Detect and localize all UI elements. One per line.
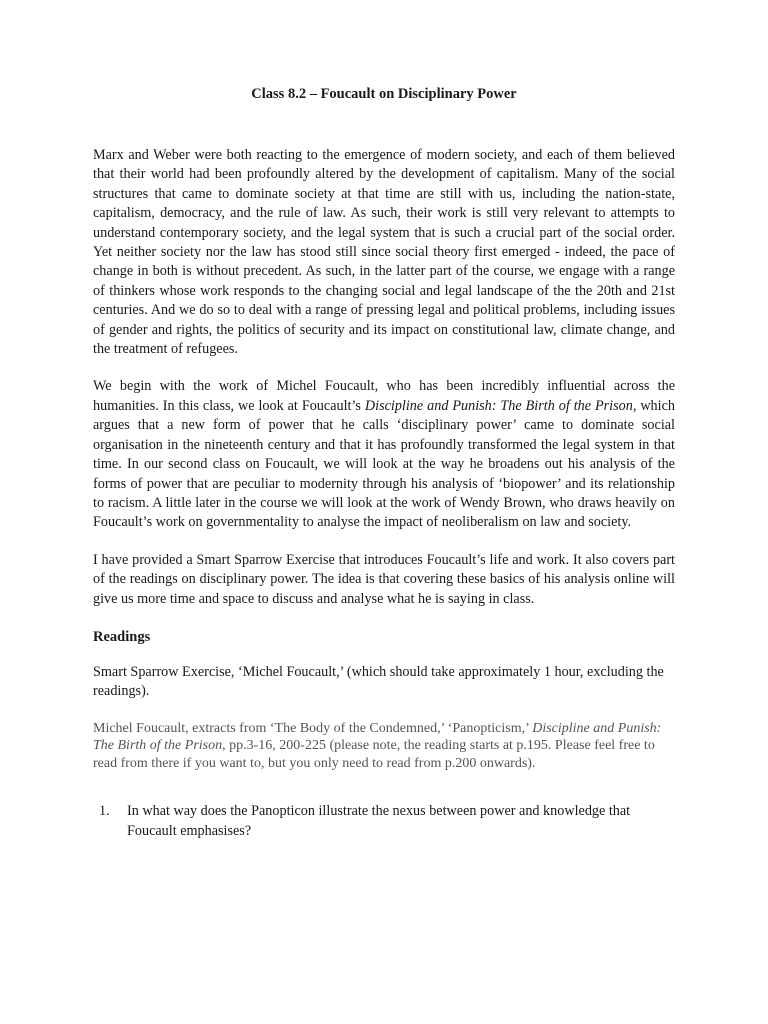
reading-foucault-extracts (93, 720, 675, 773)
reading-book-title: Discipline and Punish: The Birth of the Prison (93, 720, 662, 754)
paragraph-foucault-part1: We begin with the work of Michel Foucault, who has been incredibly influential across the humanities. In this class, we look at Foucault’s (93, 378, 675, 414)
question-number: 1. (99, 803, 110, 820)
readings-heading: Readings (93, 628, 151, 645)
reading-foucault-part1: Michel Foucault, extracts from ‘The Body of the Condemned,’ ‘Panopticism,’ (93, 720, 533, 736)
question-text: In what way does the Panopticon illustrate the nexus between power and knowledge that Foucault emphasises? (127, 803, 631, 839)
document-page (93, 84, 675, 841)
paragraph-foucault-part2: , which argues that a new form of power that he calls ‘disciplinary power’ came to dominate social organisation in the nineteenth century and that it has profoundly transformed the legal system in that time. In our second class on Foucault, we will look at the way he broadens out his analysis of the forms of power that are peculiar to modernity through his analysis of ‘biopower’ and its relationship to racism. A little later in the course we will look at the work of Wendy Brown, who draws heavily on Foucault’s work on governmentality to analyse the impact of neoliberalism on law and society. (93, 397, 675, 531)
reading-foucault-part2: , pp.3-16, 200-225 (please note, the reading starts at p.195. Please feel free to read from there if you want to, but you only need to read from p.200 onwards). (93, 738, 655, 771)
reading-smart-sparrow: Smart Sparrow Exercise, ‘Michel Foucault,’ (which should take approximately 1 hour, excluding the readings). (93, 663, 664, 700)
paragraph-foucault (93, 377, 675, 532)
paragraph-smart-sparrow: I have provided a Smart Sparrow Exercise that introduces Foucault’s life and work. It also covers part of the readings on disciplinary power. The idea is that covering these basics of his analysis online will give us more time and space to discuss and analyse what he is saying in class. (93, 551, 675, 607)
list-item (93, 802, 675, 841)
document-title: Class 8.2 – Foucault on Disciplinary Power (251, 86, 517, 102)
book-title: Discipline and Punish: The Birth of the Prison (364, 397, 633, 414)
paragraph-intro: Marx and Weber were both reacting to the emergence of modern society, and each of them believed that their world had been profoundly altered by the development of capitalism. Many of the social structures that came to dominate society at that time are still with us, including the nation-state, capitalism, democracy, and the rule of law. As such, their work is still very relevant to attempts to understand contemporary society, and the legal system that is such a crucial part of the social order. Yet neither society nor the law has stood still since social theory first emerged - indeed, the pace of change in both is without precedent. As such, in the latter part of the course, we engage with a range of thinkers whose work responds to the changing social and legal landscape of the the 20th and 21st centuries. And we do so to deal with a range of pressing legal and political problems, including issues of gender and rights, the politics of security and its impact on constitutional law, climate change, and the treatment of refugees. (93, 147, 675, 358)
question-list (93, 802, 675, 841)
